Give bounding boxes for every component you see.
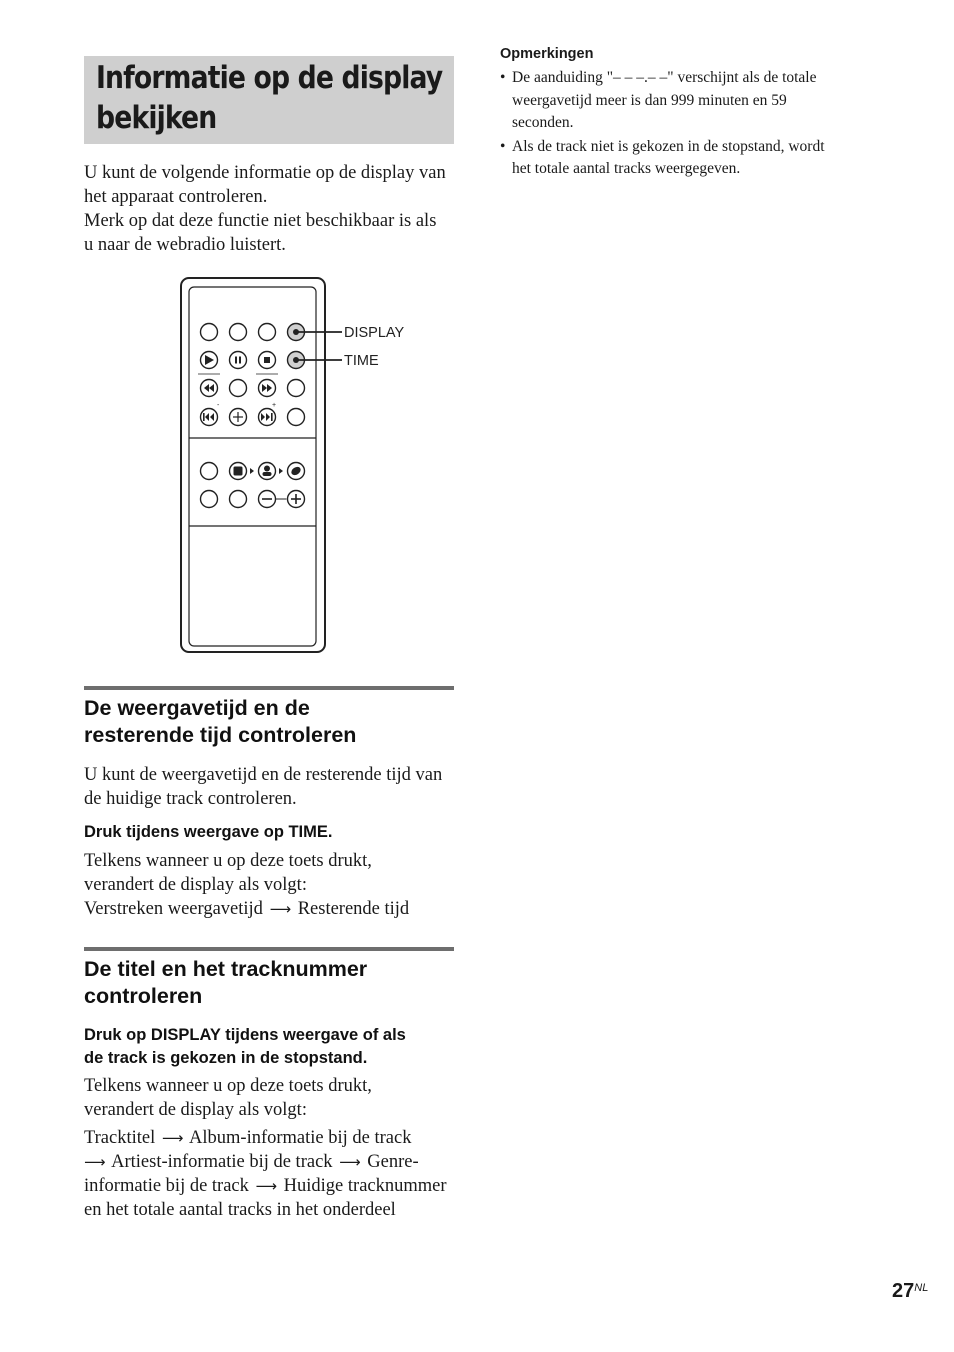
remote-button (259, 324, 276, 341)
sequence-item: Huidige tracknummer (283, 1176, 447, 1196)
remote-button (201, 324, 218, 341)
section-heading-line-2: controleren (84, 984, 203, 1008)
sequence-item: Verstreken weergavetijd (84, 899, 263, 919)
note-item (500, 136, 870, 181)
section2-sequence (84, 1126, 464, 1222)
page-title (96, 58, 443, 138)
intro-paragraph (84, 161, 464, 257)
remote-button (201, 491, 218, 508)
display-label: DISPLAY (344, 325, 405, 341)
section1-sequence (84, 897, 464, 921)
note-line: het totale aantal tracks weergegeven. (512, 160, 741, 177)
section2-step-line-1: Druk op DISPLAY tijdens weergave of als (84, 1026, 406, 1044)
remote-button (230, 324, 247, 341)
sequence-item: Artiest-informatie bij de track (111, 1152, 333, 1172)
plus-mark: + (272, 402, 277, 409)
intro-line-2: het apparaat controleren. (84, 187, 268, 207)
section1-step: Druk tijdens weergave op TIME. (84, 823, 333, 841)
time-label: TIME (344, 353, 379, 369)
arrow-icon: ⟶ (269, 900, 292, 918)
sequence-item: Genre- (367, 1152, 419, 1172)
sequence-item: informatie bij de track (84, 1176, 249, 1196)
section1-body-line-1: U kunt de weergavetijd en de resterende tijd van (84, 765, 443, 785)
bullet-icon: • (500, 137, 506, 155)
section2-result-line-2: verandert de display als volgt: (84, 1100, 307, 1120)
section-rule (84, 686, 454, 690)
remote-button (288, 409, 305, 426)
bullet-icon: • (500, 69, 506, 86)
sequence-item: Album-informatie bij de track (189, 1128, 412, 1148)
notes-list (500, 67, 870, 182)
section1-body-line-2: de huidige track controleren. (84, 789, 297, 809)
section1-result-line-2: verandert de display als volgt: (84, 875, 307, 895)
sequence-item: en het totale aantal tracks in het onderdeel (84, 1200, 396, 1220)
section2-result (84, 1074, 464, 1122)
section-heading-line-1: De weergavetijd en de (84, 696, 310, 720)
section-heading-line-1: De titel en het tracknummer (84, 957, 368, 981)
minus-mark: - (217, 402, 220, 409)
section-heading-playing-time (84, 695, 464, 749)
sequence-item: Resterende tijd (297, 899, 410, 919)
section-heading-line-2: resterende tijd controleren (84, 723, 357, 747)
arrow-icon: ⟶ (255, 1177, 278, 1195)
page-number-value: 27 (892, 1280, 915, 1302)
section1-body (84, 763, 464, 811)
page-title-line-1: Informatie op de display (96, 60, 443, 96)
note-line: seconden. (512, 114, 574, 131)
notes-heading: Opmerkingen (500, 46, 594, 62)
arrow-icon: ⟶ (161, 1129, 184, 1147)
pause-icon (235, 357, 237, 364)
section2-result-line-1: Telkens wanneer u op deze toets drukt, (84, 1076, 372, 1096)
section-rule (84, 947, 454, 951)
section2-step-line-2: de track is gekozen in de stopstand. (84, 1049, 368, 1067)
album-icon (234, 467, 243, 476)
page-number (892, 1280, 928, 1303)
sequence-item: Tracktitel (84, 1128, 156, 1148)
remote-button (288, 380, 305, 397)
arrow-icon: ⟶ (84, 1153, 106, 1171)
page-number-suffix: NL (914, 1282, 929, 1294)
section2-step (84, 1024, 464, 1070)
note-line: Als de track niet is gekozen in de stopstand, wordt (512, 137, 825, 155)
remote-button (230, 491, 247, 508)
remote-control-illustration (170, 270, 430, 660)
arrow-icon: ⟶ (339, 1153, 361, 1171)
note-line: De aanduiding "– – –.– –" verschijnt als de totale (512, 69, 817, 86)
page-title-box (84, 56, 454, 144)
note-line: weergavetijd meer is dan 999 minuten en 59 (512, 91, 787, 109)
note-item (500, 67, 870, 135)
intro-line-3: Merk op dat deze functie niet beschikbaar is als (84, 211, 437, 231)
intro-line-1: U kunt de volgende informatie op de display van (84, 163, 446, 183)
section1-result-line-1: Telkens wanneer u op deze toets drukt, (84, 851, 372, 871)
previous-track-icon (203, 413, 205, 421)
pause-button (230, 352, 247, 369)
artist-icon (264, 466, 270, 472)
stop-icon (264, 357, 270, 363)
page-title-line-2: bekijken (96, 100, 217, 136)
section1-result (84, 849, 464, 921)
remote-button (230, 380, 247, 397)
remote-button (201, 463, 218, 480)
intro-line-4: u naar de webradio luistert. (84, 235, 286, 255)
section-heading-title-track (84, 956, 464, 1010)
